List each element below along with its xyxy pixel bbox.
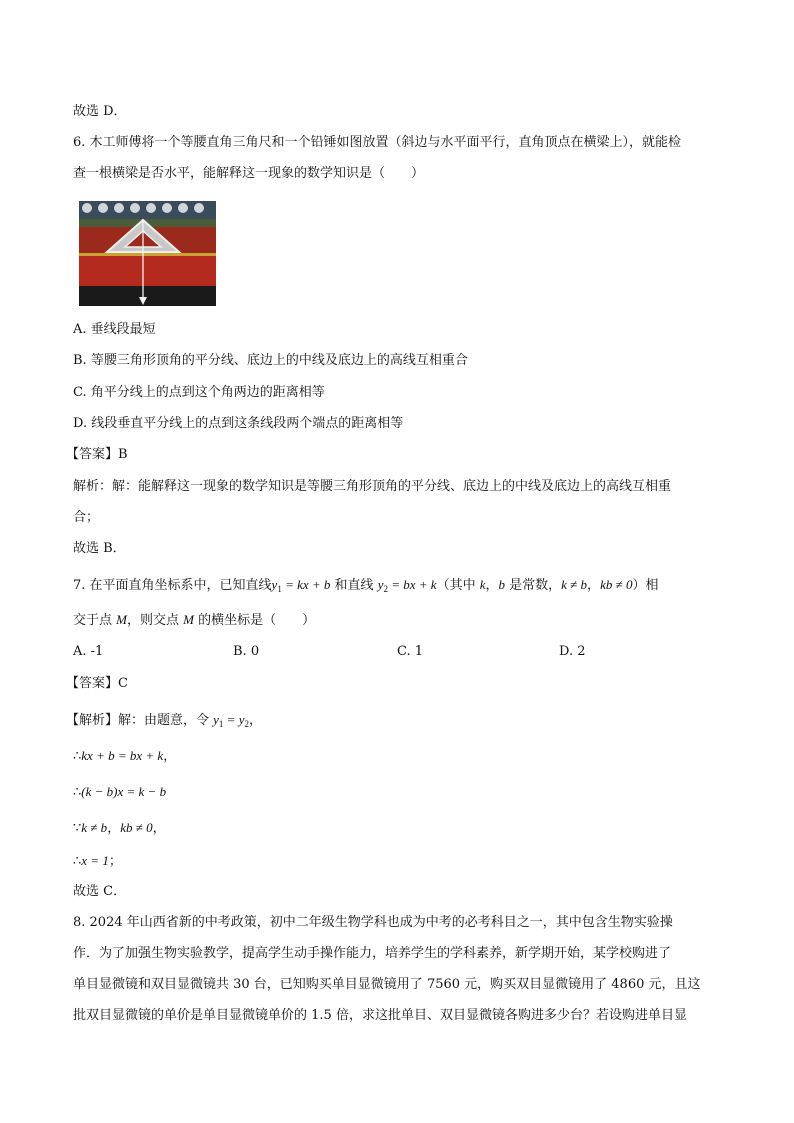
prev-conclusion: 故选 D． — [73, 104, 127, 119]
q6-conclusion: 故选 B． — [73, 541, 126, 556]
q7-analysis-intro: 【解析】解：由题意，令 $y_1 = y_2$， — [66, 712, 262, 729]
q6-analysis-line2: 合； — [73, 510, 100, 525]
q7-step3: ∵k ≠ b，kb ≠ 0， — [73, 820, 166, 836]
q7-stem-line1: 7. 在平面直角坐标系中，已知直线$y_1$ = kx + b 和直线 $y_2$ = bx + k（其中 k，b 是常数，k ≠ b，kb ≠ 0）相 — [73, 577, 659, 594]
q6-option-b: B. 等腰三角形顶角的平分线、底边上的中线及底边上的高线互相重合 — [73, 353, 468, 368]
q7-step1: ∴kx + b = bx + k， — [73, 748, 177, 764]
q6-figure — [79, 201, 216, 306]
q6-analysis-line1: 解析：解：能解释这一现象的数学知识是等腰三角形顶角的平分线、底边上的中线及底边上的高线互相重 — [73, 479, 672, 494]
q7-step4: ∴x = 1； — [73, 853, 122, 869]
q6-option-d: D. 线段垂直平分线上的点到这条线段两个端点的距离相等 — [73, 416, 404, 431]
q7-option-d: D. 2 — [559, 644, 586, 659]
q7-answer: 【答案】C — [66, 676, 128, 691]
q6-option-c: C. 角平分线上的点到这个角两边的距离相等 — [73, 385, 325, 400]
q7-option-c: C. 1 — [397, 644, 424, 659]
q6-answer: 【答案】B — [66, 447, 128, 462]
q6-stem-line1: 6. 木工师傅将一个等腰直角三角尺和一个铅锤如图放置（斜边与水平面平行，直角顶点在横梁上），就能检 — [73, 135, 682, 150]
q7-stem-line2: 交于点 M，则交点 M 的横坐标是（ ） — [73, 612, 316, 628]
q6-stem-line2: 查一根横梁是否水平，能解释这一现象的数学知识是（ ） — [73, 166, 425, 181]
q8-line4: 批双目显微镜的单价是单目显微镜单价的 1.5 倍，求这批单目、双目显微镜各购进多少台？若设购进单目显 — [73, 1008, 687, 1023]
q6-option-a: A. 垂线段最短 — [73, 322, 156, 337]
q7-option-a: A. -1 — [73, 644, 104, 659]
q8-line1: 8. 2024 年山西省新的中考政策，初中二年级生物学科也成为中考的必考科目之一，其中包含生物实验操 — [73, 915, 673, 930]
q7-step2: ∴(k − b)x = k − b — [73, 784, 167, 800]
q7-conclusion: 故选 C． — [73, 884, 127, 899]
q8-line3: 单目显微镜和双目显微镜共 30 台，已知购买单目显微镜用了 7560 元，购买双目显微镜用了 4860 元，且这 — [73, 977, 701, 992]
q7-option-b: B. 0 — [233, 644, 260, 659]
q8-line2: 作．为了加强生物实验教学，提高学生动手操作能力，培养学生的学科素养，新学期开始，某学校购进了 — [73, 946, 672, 961]
